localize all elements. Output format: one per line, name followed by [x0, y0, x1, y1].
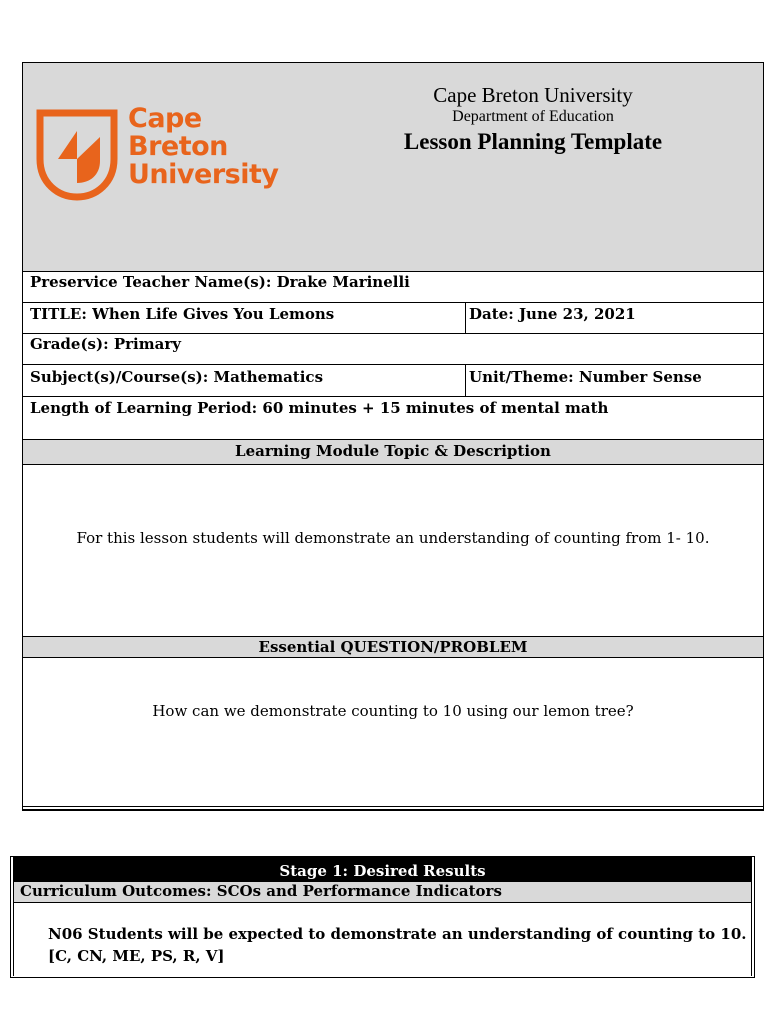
subject-row — [23, 365, 763, 397]
teacher-row — [23, 271, 763, 303]
essential-question: How can we demonstrate counting to 10 using our lemon tree? — [152, 702, 634, 720]
stage1-inner — [13, 857, 752, 976]
cbu-shield-logo — [36, 109, 118, 201]
subject: Subject(s)/Course(s): Mathematics — [30, 368, 324, 386]
learning-length: Length of Learning Period: 60 minutes + 15 minutes of mental math — [30, 399, 609, 417]
length-row — [23, 397, 763, 440]
outcomes-subheading: Curriculum Outcomes: SCOs and Performance Indicators — [14, 881, 751, 903]
grade-row — [23, 334, 763, 365]
template-title: Lesson Planning Template — [403, 129, 663, 154]
stage1-heading: Stage 1: Desired Results — [14, 857, 751, 881]
lesson-date: Date: June 23, 2021 — [465, 303, 763, 333]
module-heading: Learning Module Topic & Description — [23, 440, 763, 465]
stage1-table — [10, 856, 755, 978]
logo-line-cape: Cape — [128, 103, 202, 134]
university-name: Cape Breton University — [433, 83, 633, 107]
title-row — [23, 303, 763, 334]
teacher-name: Preservice Teacher Name(s): Drake Marinelli — [30, 273, 410, 291]
double-rule — [23, 806, 763, 810]
question-heading: Essential QUESTION/PROBLEM — [23, 636, 763, 658]
lesson-title: TITLE: When Life Gives You Lemons — [30, 305, 335, 323]
logo-line-breton: Breton — [128, 131, 228, 162]
lesson-info-table — [22, 62, 764, 811]
department-name: Department of Education — [452, 108, 614, 125]
unit-theme: Unit/Theme: Number Sense — [465, 365, 763, 396]
outcome-n06: N06 Students will be expected to demonstrate an understanding of counting to 10. [C, CN, ME, PS, R, V] — [48, 925, 747, 965]
logo-line-university: University — [128, 159, 279, 190]
header-band — [23, 63, 763, 272]
logo-wordmark — [128, 105, 278, 189]
module-description: For this lesson students will demonstrate an understanding of counting from 1- 10. — [76, 529, 710, 547]
grade: Grade(s): Primary — [30, 335, 181, 353]
